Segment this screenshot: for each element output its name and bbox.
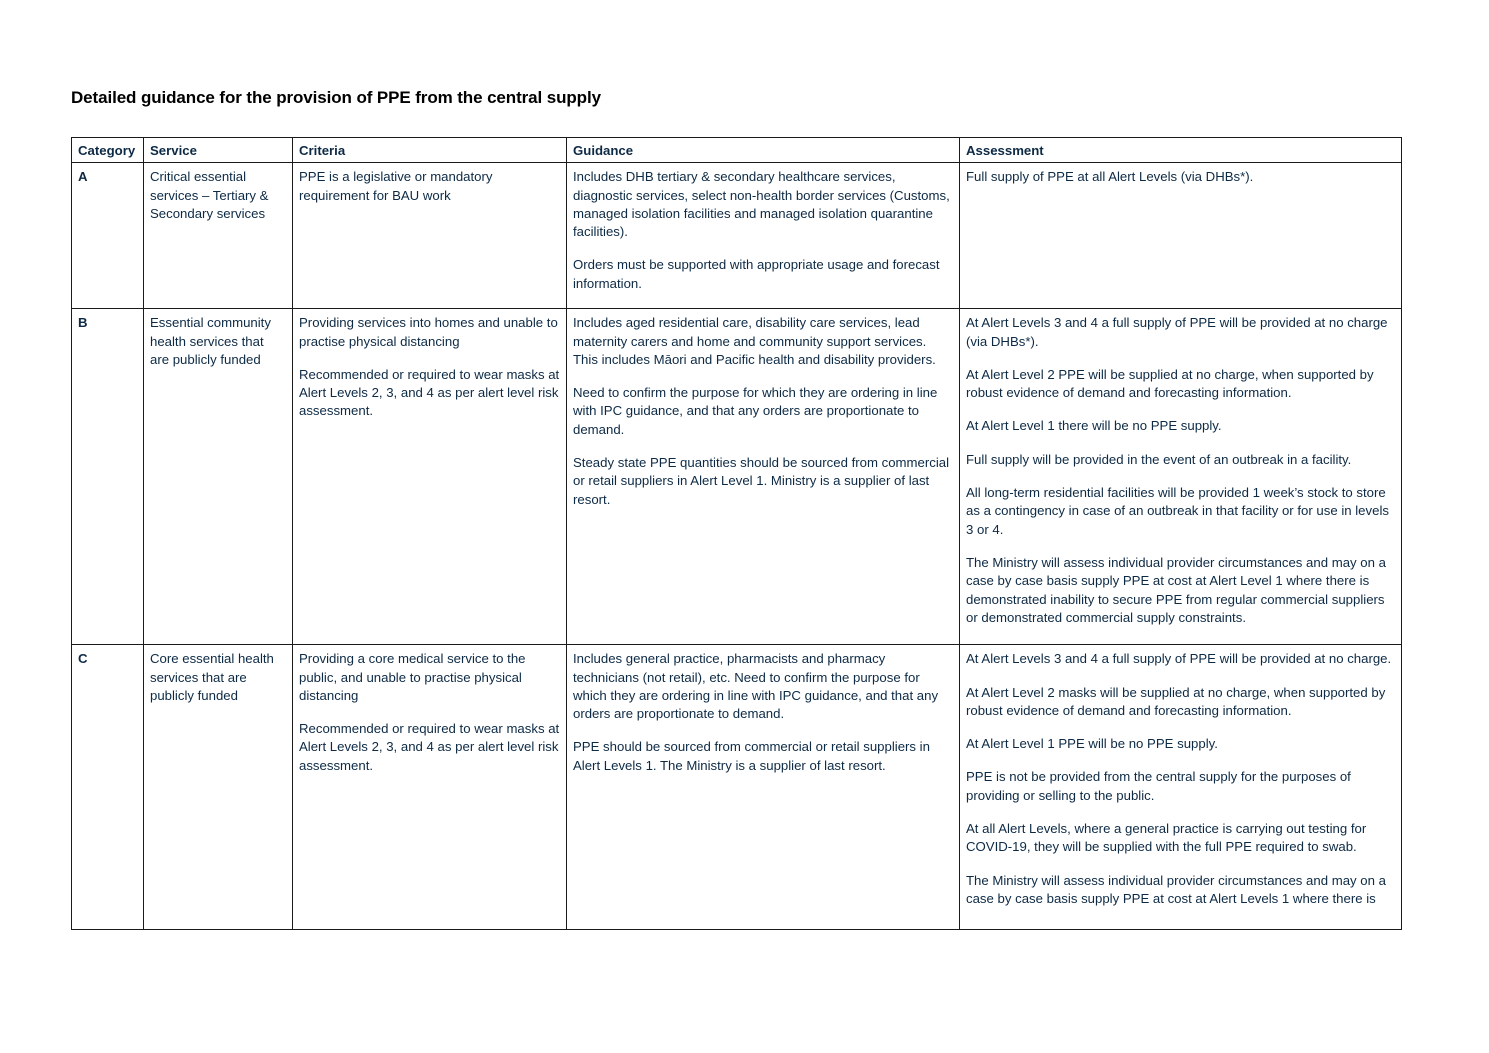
table-row-category-a [72, 163, 1402, 309]
criteria-paragraph: Recommended or required to wear masks at Alert Levels 2, 3, and 4 as per alert level risk assessment. [299, 366, 560, 419]
service-text: Core essential health services that are publicly funded [150, 651, 274, 703]
assessment-paragraph: At Alert Level 1 PPE will be no PPE supply. [966, 736, 1218, 752]
criteria-cell [293, 309, 567, 645]
assessment-cell [960, 645, 1402, 930]
guidance-paragraph: Steady state PPE quantities should be sourced from commercial or retail suppliers in Alert Level 1. Ministry is a supplier of last resort. [573, 455, 950, 507]
category-cell: B [72, 309, 144, 645]
guidance-cell [567, 309, 960, 645]
category-cell: A [72, 163, 144, 309]
criteria-paragraph: Providing services into homes and unable to practise physical distancing [299, 315, 558, 349]
service-text: Essential community health services that are publicly funded [150, 315, 271, 367]
assessment-paragraph: At Alert Level 2 masks will be supplied at no charge, when supported by robust evidence of demand and forecasting information. [966, 684, 1386, 718]
guidance-paragraph: Includes general practice, pharmacists and pharmacy technicians (not retail), etc. Need to confirm the purpose for which they are ordering in line with IPC guidance, and that any orders are proportionate to demand. [573, 651, 939, 722]
header-guidance: Guidance [567, 138, 960, 163]
table-row-category-c [72, 645, 1402, 930]
criteria-cell [293, 163, 567, 309]
service-cell [144, 645, 293, 930]
guidance-paragraph: PPE should be sourced from commercial or retail suppliers in Alert Levels 1. The Ministry is a supplier of last resort. [573, 739, 930, 773]
assessment-paragraph: Full supply of PPE at all Alert Levels (via DHBs*). [966, 169, 1254, 185]
guidance-paragraph: Orders must be supported with appropriate usage and forecast information. [573, 257, 940, 291]
header-category: Category [72, 138, 144, 163]
table-row-category-b [72, 309, 1402, 645]
guidance-paragraph: Includes aged residential care, disability care services, lead maternity carers and home and community support services. This includes Māori and Pacific health and disability providers. [573, 315, 936, 367]
assessment-paragraph: The Ministry will assess individual provider circumstances and may on a case by case basis supply PPE at cost at Alert Levels 1 where there is [966, 872, 1386, 906]
header-service: Service [144, 138, 293, 163]
criteria-paragraph: Recommended or required to wear masks at Alert Levels 2, 3, and 4 as per alert level risk assessment. [299, 721, 560, 773]
criteria-text: PPE is a legislative or mandatory requirement for BAU work [299, 169, 493, 203]
criteria-paragraph: Providing a core medical service to the public, and unable to practise physical distancing [299, 651, 526, 703]
assessment-paragraph: The Ministry will assess individual provider circumstances and may on a case by case basis supply PPE at cost at Alert Level 1 where there is demonstrated inability to secure PPE from regular commercial suppliers or demonstrated commercial supply constraints. [966, 554, 1386, 625]
guidance-paragraph: Need to confirm the purpose for which they are ordering in line with IPC guidance, and that any orders are proportionate to demand. [573, 385, 938, 437]
assessment-paragraph: At Alert Levels 3 and 4 a full supply of PPE will be provided at no charge. [966, 651, 1392, 667]
assessment-cell [960, 309, 1402, 645]
service-cell [144, 163, 293, 309]
assessment-paragraph: At Alert Levels 3 and 4 a full supply of PPE will be provided at no charge (via DHBs*). [966, 315, 1388, 349]
table-header-row [72, 138, 1402, 163]
guidance-cell [567, 163, 960, 309]
criteria-cell [293, 645, 567, 930]
assessment-paragraph: PPE is not be provided from the central supply for the purposes of providing or selling to the public. [966, 769, 1351, 803]
assessment-paragraph: At Alert Level 2 PPE will be supplied at no charge, when supported by robust evidence of demand and forecasting information. [966, 366, 1374, 401]
guidance-paragraph: Includes DHB tertiary & secondary healthcare services, diagnostic services, select non-health border services (Customs, managed isolation facilities and managed isolation quarantine facilities). [573, 169, 950, 240]
service-cell [144, 309, 293, 645]
ppe-guidance-table [71, 137, 1402, 930]
document-title: Detailed guidance for the provision of PPE from the central supply [71, 88, 601, 107]
category-cell: C [72, 645, 144, 930]
guidance-cell [567, 645, 960, 930]
assessment-paragraph: At Alert Level 1 there will be no PPE supply. [966, 418, 1222, 434]
assessment-paragraph: At all Alert Levels, where a general practice is carrying out testing for COVID-19, they will be supplied with the full PPE required to swab. [966, 821, 1367, 855]
header-assessment: Assessment [960, 138, 1402, 163]
assessment-paragraph: All long-term residential facilities will be provided 1 week’s stock to store as a contingency in case of an outbreak in that facility or for use in levels 3 or 4. [966, 485, 1389, 537]
header-criteria: Criteria [293, 138, 567, 163]
assessment-paragraph: Full supply will be provided in the event of an outbreak in a facility. [966, 451, 1352, 467]
assessment-cell [960, 163, 1402, 309]
service-text: Critical essential services – Tertiary & Secondary services [150, 169, 269, 221]
